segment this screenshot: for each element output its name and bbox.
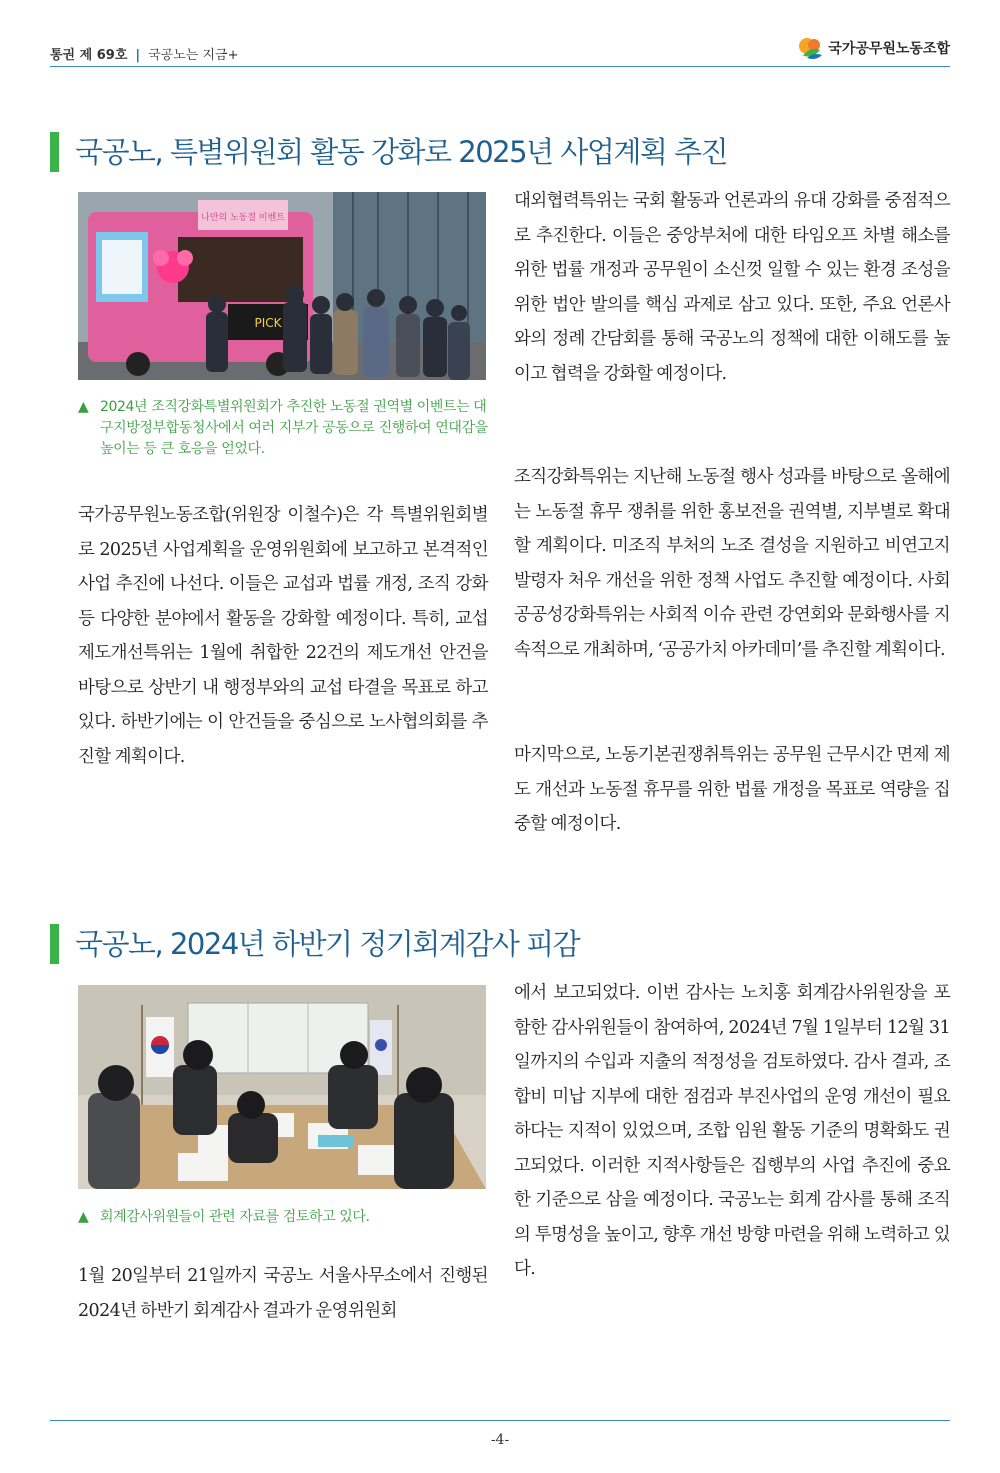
article1-photo (78, 192, 486, 380)
page-number: -4- (490, 1432, 510, 1448)
article2-photo-caption (78, 1207, 490, 1228)
footer-rule (50, 1420, 950, 1421)
issue-number: 통권 제 69호 (50, 48, 128, 63)
article1-paragraph-4: 마지막으로, 노동기본권쟁취특위는 공무원 근무시간 면제 제도 개선과 노동절 휴무를 위한 법률 개정을 목표로 역량을 집중할 예정이다. (514, 745, 950, 834)
truck-pick-sign: PICK (254, 316, 282, 330)
header-issue-info (50, 44, 239, 63)
audit-meeting-image (78, 985, 486, 1189)
food-truck-event-image (78, 192, 486, 380)
article1-paragraph-2: 대외협력특위는 국회 활동과 언론과의 유대 강화를 중점적으로 추진한다. 이들은 중앙부처에 대한 타임오프 차별 해소를 위한 법률 개정과 공무원이 소신껏 일할 수 있는 환경 조성을 위한 법안 발의를 핵심 과제로 삼고 있다. 또한, 주요 언론사와의 정례 간담회를 통해 국공노의 정책에 대한 이해도를 높이고 협력을 강화할 예정이다. (514, 191, 950, 384)
caption-text: 회계감사위원들이 관련 자료를 검토하고 있다. (100, 1209, 370, 1225)
article2-title: 국공노, 2024년 하반기 정기회계감사 피감 (50, 924, 579, 964)
article1-photo-caption (78, 397, 490, 460)
header-rule (50, 66, 950, 67)
caption-marker-icon: ▲ (78, 1209, 89, 1225)
org-name: 국가공무원노동조합 (828, 41, 950, 57)
article2-paragraph-2: 에서 보고되었다. 이번 감사는 노치홍 회계감사위원장을 포함한 감사위원들이 참여하여, 2024년 7월 1일부터 12월 31일까지의 수입과 지출의 적정성을 검토하였다. 감사 결과, 조합비 미납 지부에 대한 점검과 부진사업의 운영 개선이 필요하다는 지적이 있었으며, 조합 임원 활동 기준의 명확화도 권고되었다. 이러한 지적사항들은 집행부의 사업 추진에 중요한 기준으로 삼을 예정이다. 국공노는 회계 감사를 통해 조직의 투명성을 높이고, 향후 개선 방향 마련을 위해 노력하고 있다. (514, 983, 950, 1279)
article2-paragraph-1: 1월 20일부터 21일까지 국공노 서울사무소에서 진행된 2024년 하반기 회계감사 결과가 운영위원회 (78, 1266, 488, 1321)
article1-title: 국공노, 특별위원회 활동 강화로 2025년 사업계획 추진 (50, 132, 727, 172)
article1-paragraph-1: 국가공무원노동조합(위원장 이철수)은 각 특별위원회별로 2025년 사업계획을 운영위원회에 보고하고 본격적인 사업 추진에 나선다. 이들은 교섭과 법률 개정, 조직 강화 등 다양한 분야에서 활동을 강화할 예정이다. 특히, 교섭제도개선특위는 1월에 취합한 22건의 제도개선 안건을 바탕으로 상반기 내 행정부와의 교섭 타결을 목표로 하고 있다. 하반기에는 이 안건들을 중심으로 노사협의회를 추진할 계획이다. (78, 505, 488, 767)
union-logo (798, 36, 950, 60)
section-name: 국공노는 지금+ (148, 48, 239, 63)
union-emblem-icon (798, 36, 824, 60)
caption-marker-icon: ▲ (78, 399, 89, 415)
article1-paragraph-3: 조직강화특위는 지난해 노동절 행사 성과를 바탕으로 올해에는 노동절 휴무 쟁취를 위한 홍보전을 권역별, 지부별로 확대할 계획이다. 미조직 부처의 노조 결성을 지원하고 비연고지 발령자 처우 개선을 위한 정책 사업도 추진할 예정이다. 사회공공성강화특위는 사회적 이슈 관련 강연회와 문화행사를 지속적으로 개최하며, ‘공공가치 아카데미’를 추진할 계획이다. (514, 467, 950, 660)
header-separator: | (135, 48, 141, 63)
article2-photo (78, 985, 486, 1189)
caption-text: 2024년 조직강화특별위원회가 추진한 노동절 권역별 이벤트는 대구지방정부합동청사에서 여러 지부가 공동으로 진행하여 연대감을 높이는 등 큰 호응을 얻었다. (100, 399, 488, 457)
truck-sign-text: 나만의 노동절 이벤트 (201, 213, 285, 223)
